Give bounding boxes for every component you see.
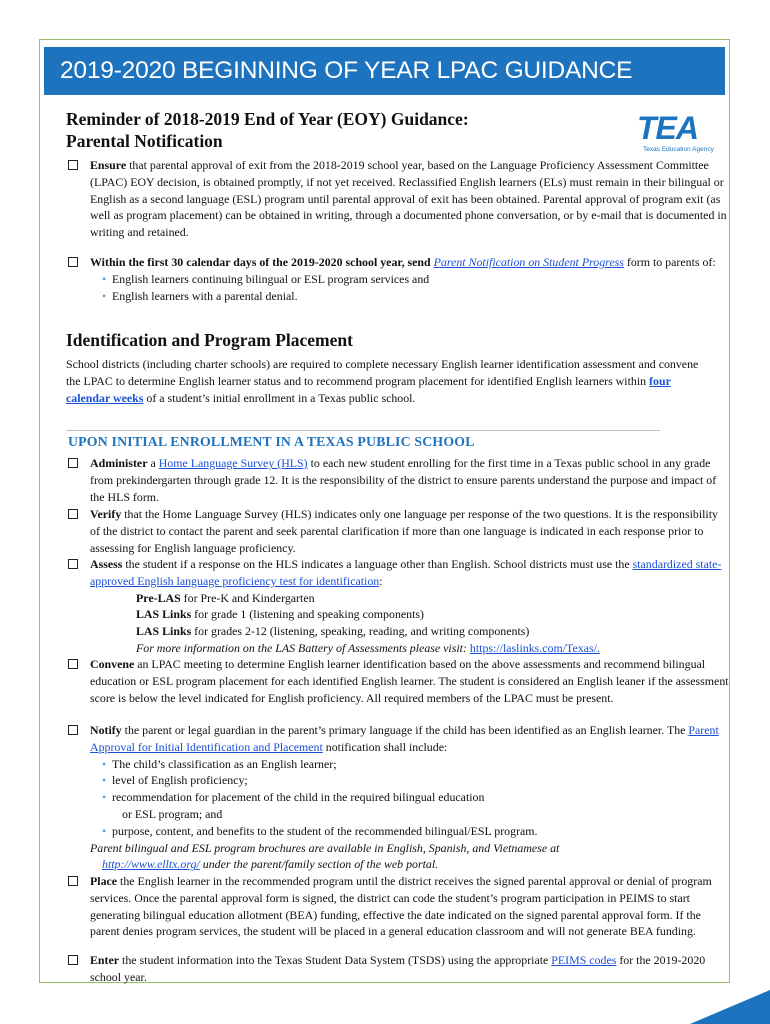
list-item-continuation: or ESL program; and <box>122 806 223 821</box>
corner-accent <box>690 990 770 1024</box>
checkbox[interactable] <box>68 509 78 519</box>
checklist-item-verify: Verify that the Home Language Survey (HLS) indicates only one language per response of the two questions. It is the responsibility of the district to contact the parent and seek parental clarification if more than one language is indicated in each response prior to assessing for English language proficiency. <box>68 506 730 556</box>
item-mid: , send <box>401 255 434 269</box>
list-item: • level of English proficiency; <box>102 773 248 788</box>
checkbox[interactable] <box>68 659 78 669</box>
checklist-item-convene: Convene an LPAC meeting to determine English learner identification based on the above assessments and recommend bilingual education or ESL program placement for each identified English learner. The student is considered an English leaner if the assessment score is below the level indicated for English proficiency. All required members of the LPAC must be present. <box>68 656 730 706</box>
proficiency-test-link[interactable]: standardized state-approved English language proficiency test for identification <box>90 557 722 588</box>
page-banner-title: 2019-2020 BEGINNING OF YEAR LPAC GUIDANCE <box>44 47 725 95</box>
laslinks-link[interactable]: https://laslinks.com/Texas/. <box>469 640 600 655</box>
item-lead: Ensure <box>90 158 127 172</box>
checklist-item-ensure <box>68 157 730 241</box>
elltx-link[interactable]: http://www.elltx.org/ <box>102 857 200 872</box>
checkbox[interactable] <box>68 955 78 965</box>
list-item: • recommendation for placement of the child in the required bilingual education <box>102 790 485 805</box>
list-item: • English learners continuing bilingual or ESL program services and <box>102 271 430 286</box>
list-item: • The child’s classification as an English learner; <box>102 756 337 771</box>
checklist-item-place: Place the English learner in the recommended program until the district receives the signed parental approval or denial of program services. Once the parental approval form is signed, the district can code the student’s program participation in PEIMS to start generating bilingual education allotment (BEA) funding, effective the date indicated on the signed parental approval form. If the parent denies program services, the student will be placed in a general education classroom and will not generate BEA funding. <box>68 873 730 940</box>
checklist-item-notify: Notify the parent or legal guardian in the parent’s primary language if the child has been identified as an English learner. The Parent Approval for Initial Identification and Placement notification shall include: • The child’s classification as an English learner; • level of English proficiency; • recommendation for placement of the child in the required bilingual education or ESL program; and • purpose, content, and benefits to the student of the recommended bilingual/ESL program. Parent bilingual and ESL program brochures are available in English, Spanish, and Vietnamese at http://www.elltx.org/ under the parent/family section of the web portal. <box>68 722 730 873</box>
test-item: LAS Links for grade 1 (listening and speaking components) <box>136 607 424 622</box>
test-item: Pre-LAS for Pre-K and Kindergarten <box>136 590 315 605</box>
parent-approval-link[interactable]: Parent Approval for Initial Identification and Placement <box>90 723 719 754</box>
identification-heading: Identification and Program Placement <box>66 330 353 350</box>
tea-logo-subtitle: Texas Education Agency <box>643 146 714 153</box>
checkbox[interactable] <box>68 725 78 735</box>
checkbox[interactable] <box>68 458 78 468</box>
identification-paragraph: School districts (including charter schools) are required to complete necessary English learner identification assessment and convene the LPAC to determine English learner status and to recommend program placement for identified English learners within four calendar weeks of a student’s initial enrollment in a Texas public school. <box>66 357 699 405</box>
peims-codes-link[interactable]: PEIMS codes <box>551 953 617 967</box>
test-item: LAS Links for grades 2-12 (listening, speaking, reading, and writing components) <box>136 624 530 639</box>
checkbox[interactable] <box>68 876 78 886</box>
checkbox[interactable] <box>68 257 78 267</box>
hls-link[interactable]: Home Language Survey (HLS) <box>158 456 308 470</box>
brochure-note-cont: http://www.elltx.org/ under the parent/family section of the web portal. <box>102 857 439 872</box>
item-text: that parental approval of exit from the 2018-2019 school year, based on the Language Proficiency Assessment Committee (LPAC) EOY decision, is obtained promptly, if not yet received. Reclassified English learners (ELs) must remain in their bilingual or English as a second language (ESL) program until parental approval of exit has been obtained. Parental approval of program exit (as well as program placement) can be obtained in writing, through a documented phone conversation, or by e-mail that is documented in writing and retained. <box>90 158 727 240</box>
checklist-item-within <box>68 254 730 304</box>
las-info: For more information on the LAS Battery of Assessments please visit: https://laslinks.com/Texas/. <box>136 640 600 655</box>
list-item: • English learners with a parental denial. <box>102 288 298 303</box>
checkbox[interactable] <box>68 160 78 170</box>
tea-logo <box>637 112 723 158</box>
upon-enrollment-heading: UPON INITIAL ENROLLMENT IN A TEXAS PUBLIC SCHOOL <box>68 434 475 449</box>
section-divider <box>66 430 660 431</box>
item-tail: form to parents of: <box>623 255 716 269</box>
checklist-item-assess: Assess the student if a response on the HLS indicates a language other than English. School districts must use the standardized state-approved English language proficiency test for identification: Pre-LAS for Pre-K and Kindergarten LAS Links for grade 1 (listening and speaking components) LAS Links for grades 2-12 (listening, speaking, reading, and writing components) For more information on the LAS Battery of Assessments please visit: https://laslinks.com/Texas/. <box>68 556 730 657</box>
tea-logo-mark: TEA <box>637 110 698 146</box>
brochure-note: Parent bilingual and ESL program brochures are available in English, Spanish, and Vietnamese at <box>90 840 560 855</box>
list-item: • purpose, content, and benefits to the student of the recommended bilingual/ESL program. <box>102 823 538 838</box>
item-lead: Within the first 30 calendar days of the 2019-2020 school year <box>90 255 402 269</box>
checkbox[interactable] <box>68 559 78 569</box>
checklist-item-administer: Administer a Home Language Survey (HLS) to each new student enrolling for the first time in a Texas public school in any grade from prekindergarten through grade 12. It is the responsibility of the district to ensure parents understand the purpose and impact of the HLS form. <box>68 455 730 505</box>
four-calendar-weeks-link[interactable]: four calendar weeks <box>66 373 671 405</box>
reminder-heading-line1: Reminder of 2018-2019 End of Year (EOY) Guidance: <box>66 109 469 129</box>
checklist-item-enter: Enter the student information into the Texas Student Data System (TSDS) using the appropriate PEIMS codes for the 2019-2020 school year. <box>68 952 730 986</box>
parent-notification-link[interactable]: Parent Notification on Student Progress <box>433 255 624 269</box>
reminder-heading-line2: Parental Notification <box>66 131 223 151</box>
